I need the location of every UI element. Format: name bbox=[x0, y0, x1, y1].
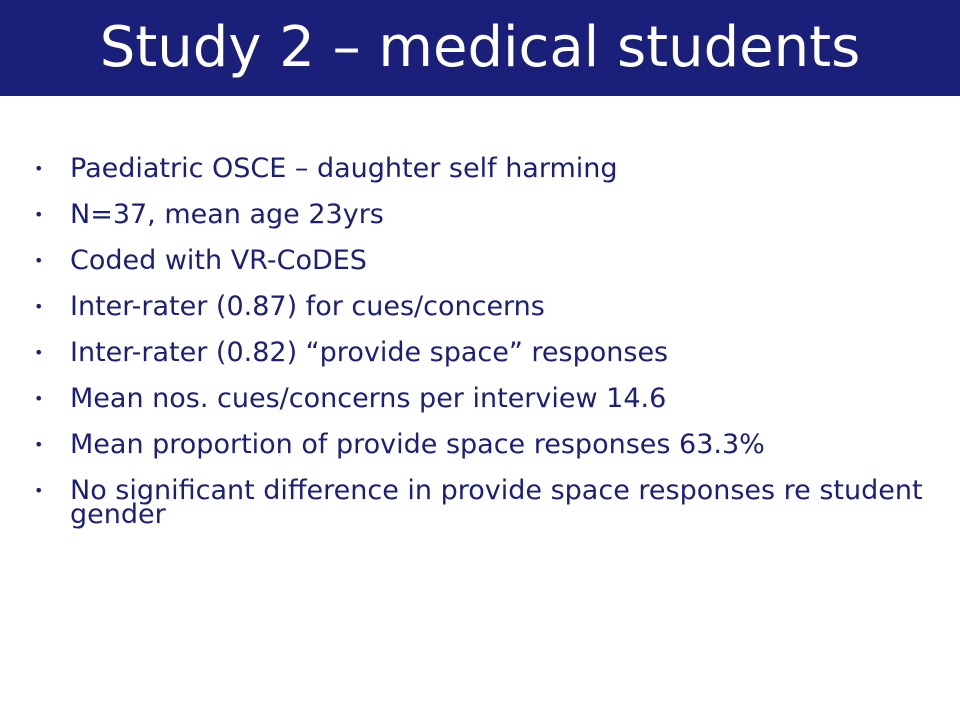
bullet-text: No significant difference in provide space responses re student gender bbox=[70, 475, 923, 530]
bullet-text: N=37, mean age 23yrs bbox=[70, 199, 384, 230]
bullet-dot-icon: • bbox=[34, 389, 44, 408]
bullet-text: Inter-rater (0.87) for cues/concerns bbox=[70, 291, 545, 322]
bullet-item bbox=[34, 337, 934, 368]
bullet-item bbox=[34, 475, 934, 530]
bullet-dot-icon: • bbox=[34, 435, 44, 454]
bullet-dot-icon: • bbox=[34, 159, 44, 178]
bullet-text: Mean nos. cues/concerns per interview 14.6 bbox=[70, 383, 667, 414]
bullet-text: Inter-rater (0.82) “provide space” responses bbox=[70, 337, 669, 368]
bullet-dot-icon: • bbox=[34, 297, 44, 316]
bullet-text: Mean proportion of provide space responses 63.3% bbox=[70, 429, 765, 460]
bullet-item bbox=[34, 383, 934, 414]
bullet-text: Paediatric OSCE – daughter self harming bbox=[70, 153, 618, 184]
bullet-dot-icon: • bbox=[34, 205, 44, 224]
bullet-item bbox=[34, 199, 934, 230]
bullet-dot-icon: • bbox=[34, 343, 44, 362]
bullet-item bbox=[34, 291, 934, 322]
bullet-list bbox=[34, 153, 934, 549]
bullet-item bbox=[34, 429, 934, 460]
bullet-item bbox=[34, 153, 934, 184]
bullet-text: Coded with VR-CoDES bbox=[70, 245, 367, 276]
bullet-dot-icon: • bbox=[34, 251, 44, 270]
bullet-item bbox=[34, 245, 934, 276]
bullet-dot-icon: • bbox=[34, 481, 44, 500]
slide-title: Study 2 – medical students bbox=[99, 15, 861, 80]
